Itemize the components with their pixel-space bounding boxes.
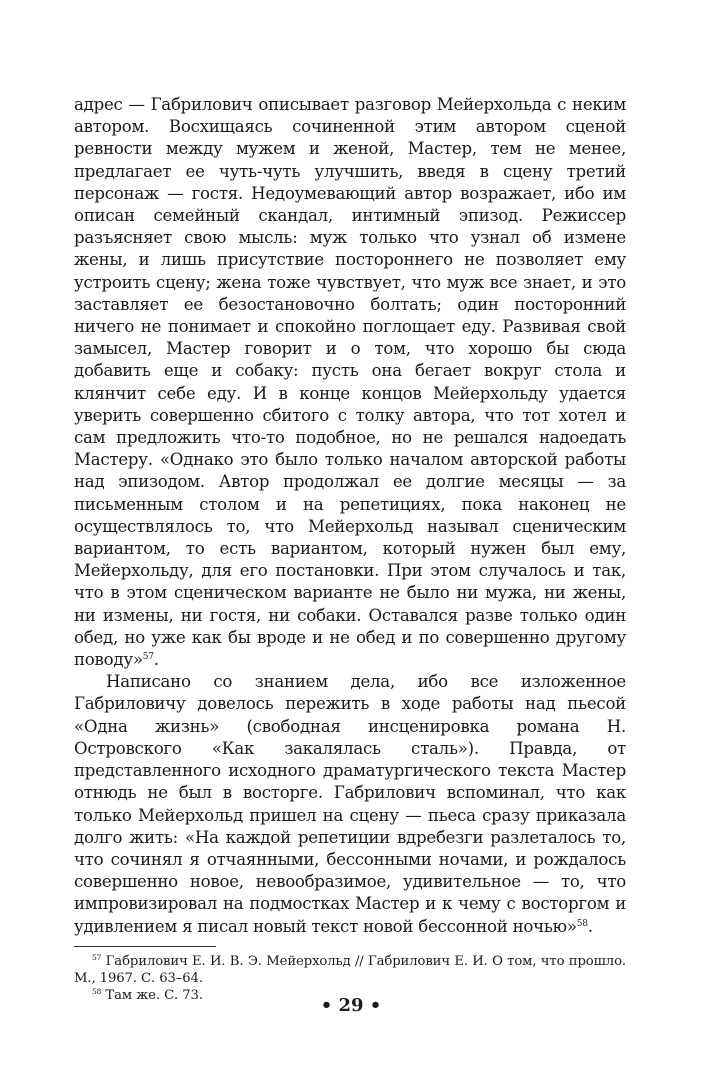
paragraph-end: .	[587, 916, 593, 936]
paragraph	[74, 671, 626, 937]
footnote-ref[interactable]: 57	[142, 652, 154, 663]
paragraph-text: адрес — Габрилович описывает разговор Мейерхольда с неким автором. Восхищаясь сочиненной этим автором сценой ревности между мужем и женой, Мастер, тем не менее, предлагает ее чуть-чуть улучшить, введя в сцену третий персонаж — гостя. Недоумевающий автор возражает, ибо им описан семейный скандал, интимный эпизод. Режиссер разъясняет свою мысль: муж только что узнал об измене жены, и лишь присутствие постороннего не позволяет ему устроить сцену; жена тоже чувствует, что муж все знает, и это заставляет ее безостановочно болтать; один посторонний ничего не понимает и спокойно поглощает еду. Развивая свой замысел, Мастер говорит и о том, что хорошо бы сюда добавить еще и собаку: пусть она бегает вокруг стола и клянчит себе еду. И в конце концов Мейерхольду удается уверить совершенно сбитого с толку автора, что тот хотел и сам предложить что-то подобное, но не решался надоедать Мастеру. «Однако это было только началом авторской работы над эпизодом. Автор продолжал ее долгие месяцы — за письменным столом и на репетициях, пока наконец не осуществлялось то, что Мейерхольд называл сценическим вариантом, то есть вариантом, который нужен был ему, Мейерхольду, для его постановки. При этом случалось и так, что в этом сценическом варианте не было ни мужа, ни жены, ни измены, ни гостя, ни собаки. Оставался разве только один обед, но уже как бы вроде и не обед и по совершенно другому поводу»	[74, 95, 626, 670]
footnote-text: Там же. С. 73.	[101, 987, 203, 1003]
body-text	[74, 94, 626, 938]
footnote-number: 58	[92, 986, 102, 996]
footnote-divider	[74, 946, 216, 947]
paragraph	[74, 94, 626, 671]
footnote-ref[interactable]: 58	[576, 918, 588, 929]
footnote	[74, 953, 626, 987]
page-content	[74, 94, 626, 1004]
page-number: • 29 •	[320, 995, 382, 1016]
paragraph-end: .	[153, 650, 159, 670]
footnote-text: Габрилович Е. И. В. Э. Мейерхольд // Габрилович Е. И. О том, что прошло. М., 1967. С. 63–64.	[74, 953, 626, 986]
paragraph-text: Написано со знанием дела, ибо все изложенное Габриловичу довелось пережить в ходе работы над пьесой «Одна жизнь» (свободная инсценировка романа Н. Островского «Как закалялась сталь»). Правда, от представленного исходного драматургического текста Мастер отнюдь не был в восторге. Габрилович вспоминал, что как только Мейерхольд пришел на сцену — пьеса сразу приказала долго жить: «На каждой репетиции вдребезги разлеталось то, что сочинял я отчаянными, бессонными ночами, и рождалось совершенно новое, невообразимое, удивительное — то, что импровизировал на подмостках Мастер и к чему с восторгом и удивлением я писал новый текст новой бессонной ночью»	[74, 672, 626, 936]
footnote-number: 57	[92, 952, 102, 962]
